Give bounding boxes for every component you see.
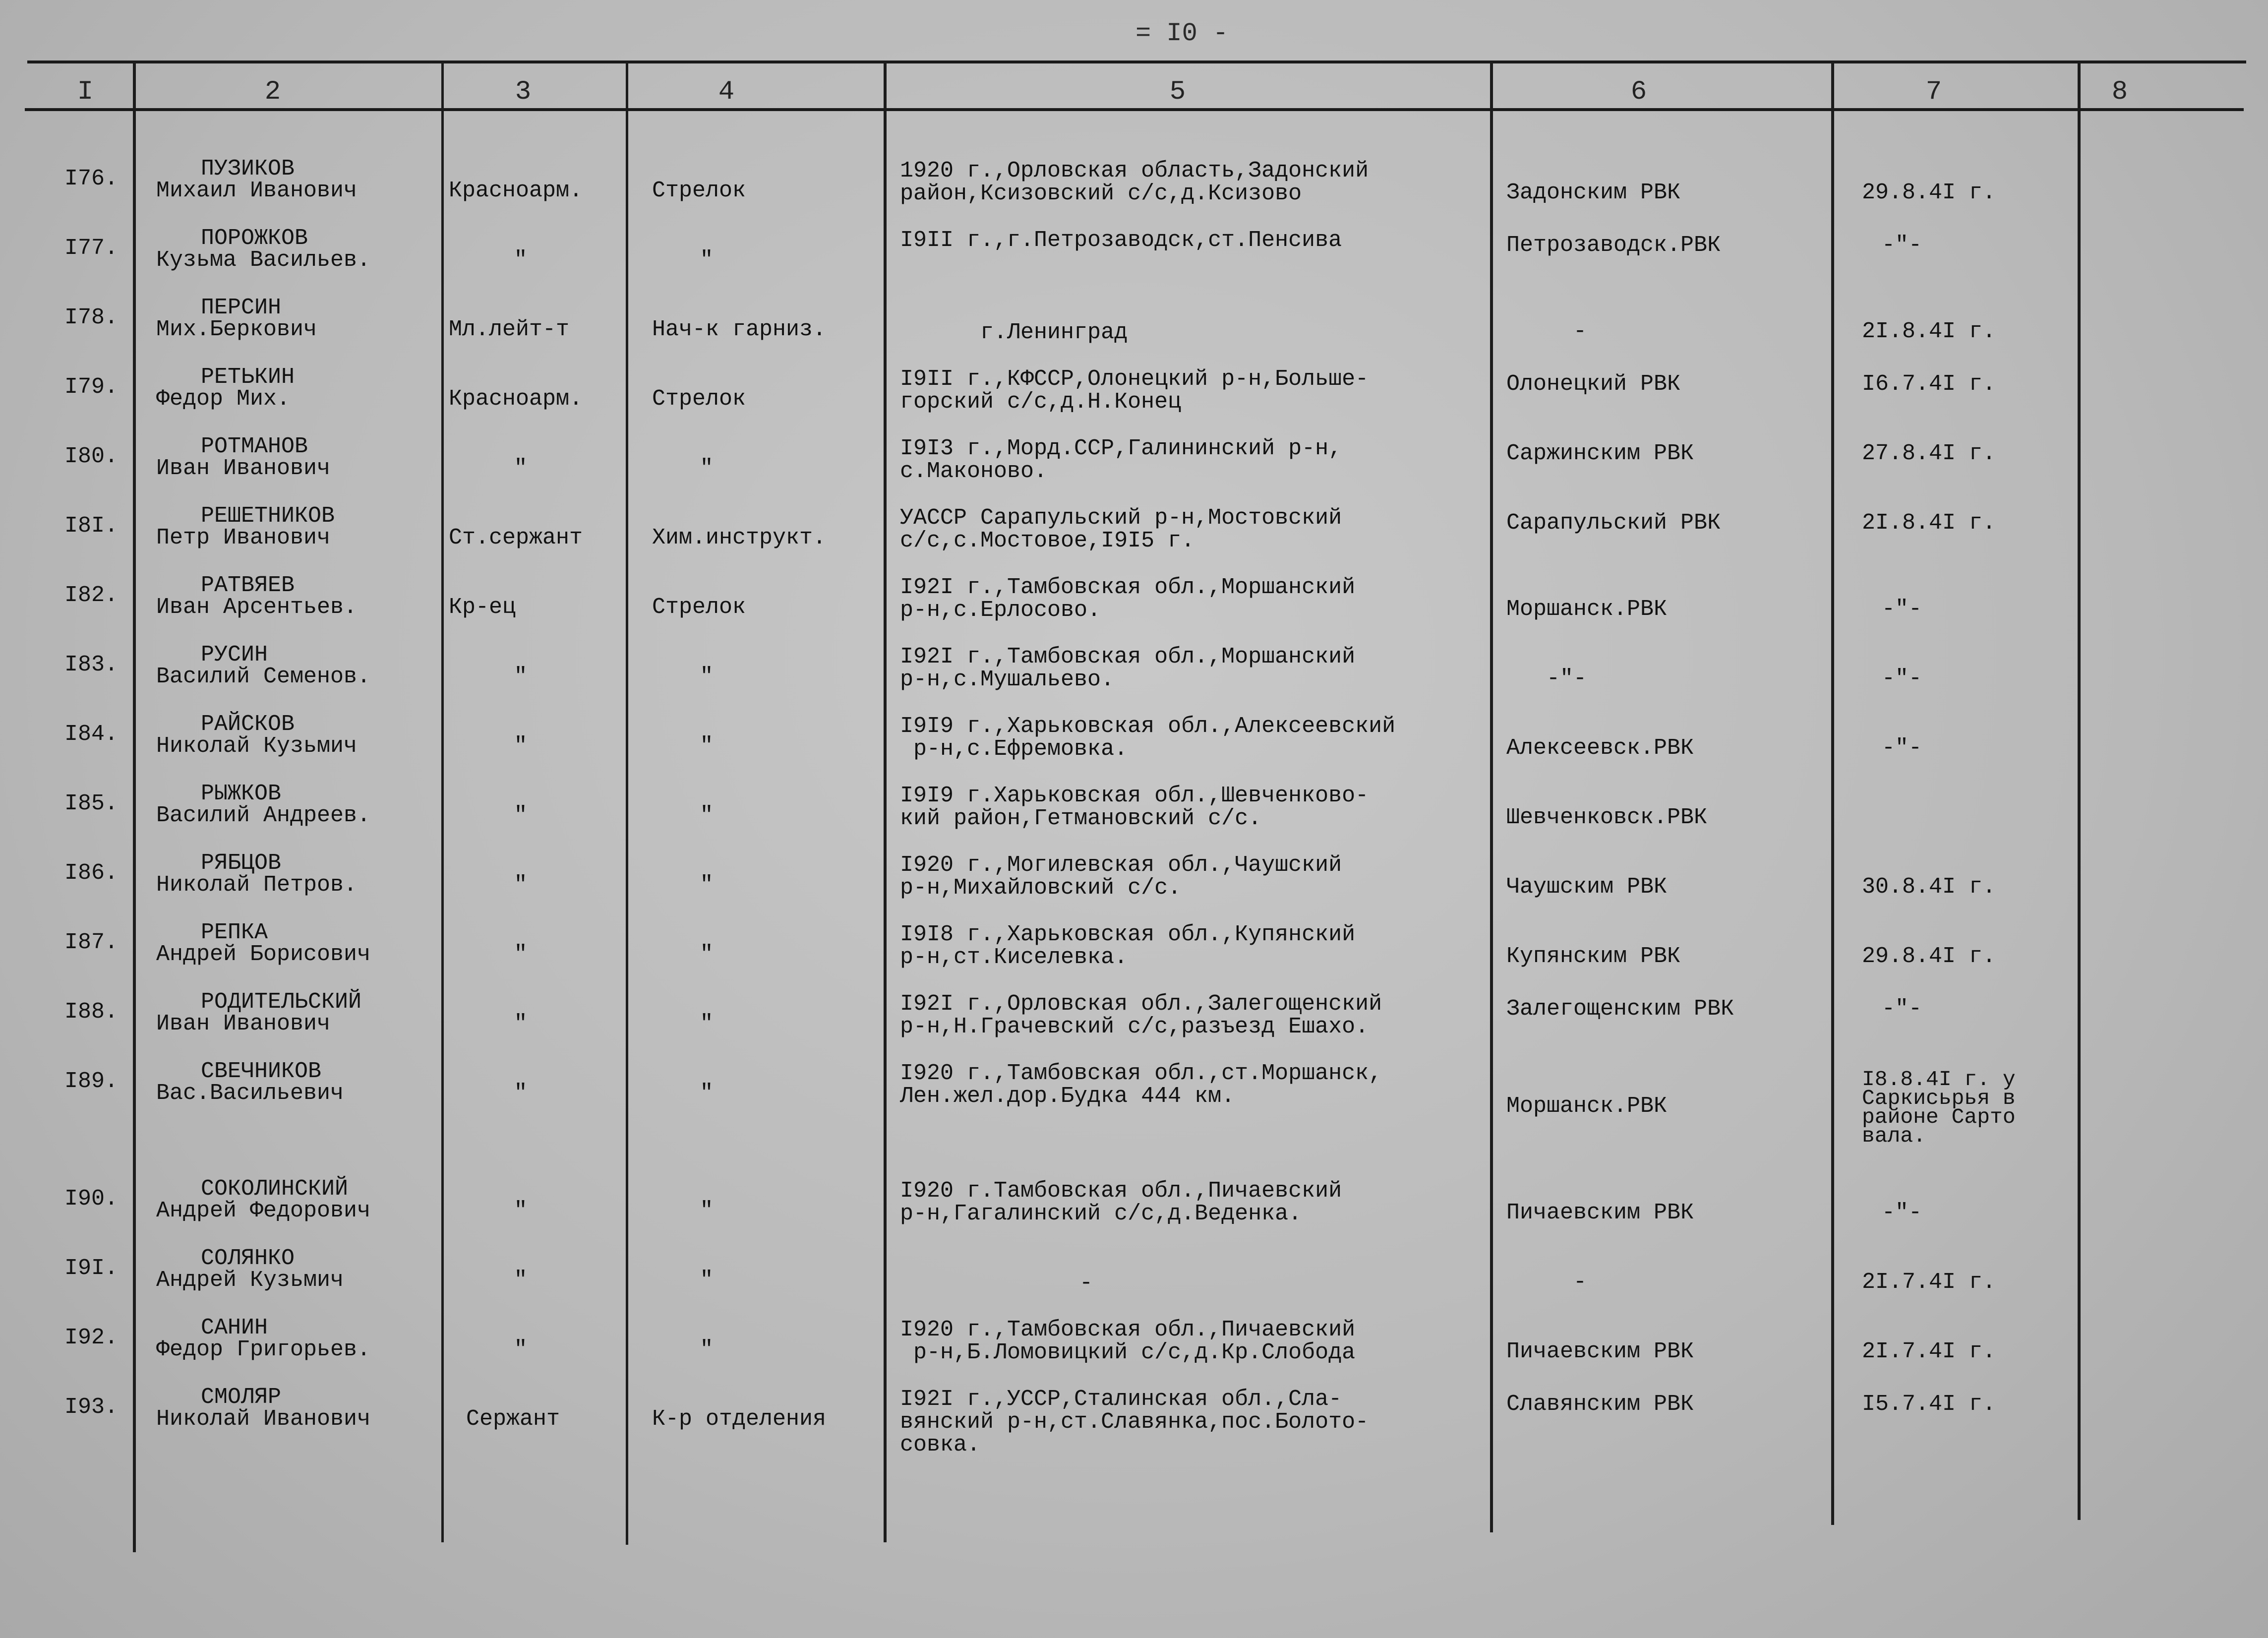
draft-office: Задонским РВК: [1506, 180, 1681, 205]
row-number: I76.: [64, 166, 119, 191]
draft-office: Залегощенским РВК: [1506, 996, 1734, 1022]
row-number: I84.: [64, 722, 119, 747]
birth-info: I920 г.,Могилевская обл.,Чаушский р-н,Михайловский с/с.: [900, 852, 1342, 901]
column-number: 2: [264, 77, 281, 107]
rank: ": [514, 1268, 528, 1293]
birth-info: I9I9 г.,Харьковская обл.,Алексеевский р-н,с.Ефремовка.: [900, 714, 1396, 762]
given-name: Андрей Федорович: [156, 1198, 371, 1223]
surname: ПОРОЖКОВ: [201, 226, 308, 251]
rank: ": [514, 1337, 528, 1362]
date: 30.8.4I г.: [1862, 874, 1996, 900]
table-row: [0, 713, 2268, 783]
draft-office: Саржинским РВК: [1506, 441, 1694, 466]
position: ": [700, 803, 714, 828]
position: Стрелок: [652, 595, 746, 620]
given-name: Федор Мих.: [156, 386, 291, 412]
date: I5.7.4I г.: [1862, 1392, 1996, 1417]
rank: Сержант: [466, 1406, 560, 1432]
date: -"-: [1882, 1200, 1922, 1225]
given-name: Николай Петров.: [156, 872, 358, 898]
position: К-р отделения: [652, 1406, 827, 1432]
surname: РАЙСКОВ: [201, 712, 295, 737]
surname: СВЕЧНИКОВ: [201, 1059, 322, 1084]
row-number: I80.: [64, 444, 119, 469]
rank: ": [514, 803, 528, 828]
position: ": [700, 1268, 714, 1293]
surname: РОТМАНОВ: [201, 434, 308, 459]
surname: САНИН: [201, 1315, 268, 1340]
table-row: [0, 435, 2268, 505]
draft-office: -"-: [1506, 666, 1587, 691]
header-bottom-rule: [25, 108, 2244, 111]
draft-office: Шевченковск.РВК: [1506, 805, 1708, 830]
table-row: [0, 921, 2268, 991]
row-number: I93.: [64, 1395, 119, 1420]
birth-info: I92I г.,Тамбовская обл.,Моршанский р-н,с.Мушальево.: [900, 644, 1356, 692]
table-row: [0, 505, 2268, 574]
rank: Красноарм.: [449, 386, 583, 412]
position: ": [700, 872, 714, 898]
birth-info: I920 г.,Тамбовская обл.,Пичаевский р-н,Б.Ломовицкий с/с,д.Кр.Слобода: [900, 1317, 1356, 1365]
table-row: [0, 366, 2268, 435]
given-name: Николай Иванович: [156, 1406, 371, 1432]
position: ": [700, 1337, 714, 1362]
table-row: [0, 1247, 2268, 1317]
surname: СМОЛЯР: [201, 1385, 282, 1410]
given-name: Иван Арсентьев.: [156, 595, 358, 620]
row-number: I92.: [64, 1325, 119, 1350]
given-name: Иван Иванович: [156, 1011, 331, 1036]
draft-office: Петрозаводск.РВК: [1506, 233, 1721, 258]
given-name: Андрей Борисович: [156, 942, 371, 967]
draft-office: -: [1506, 1270, 1587, 1295]
surname: СОЛЯНКО: [201, 1246, 295, 1271]
table-row: [0, 158, 2268, 227]
date: -"-: [1882, 666, 1922, 691]
position: Стрелок: [652, 386, 746, 412]
birth-info: I9II г.,г.Петрозаводск,ст.Пенсива: [900, 228, 1342, 253]
column-number: 3: [515, 77, 532, 107]
table-top-rule: [27, 61, 2246, 63]
date: 2I.7.4I г.: [1862, 1270, 1996, 1295]
birth-info: I9I3 г.,Морд.ССР,Галининский р-н, с.Маконово.: [900, 436, 1342, 484]
birth-info: г.Ленинград: [980, 320, 1128, 345]
row-number: I78.: [64, 305, 119, 330]
page-number: = I0 -: [1135, 19, 1229, 48]
surname: РЯБЦОВ: [201, 850, 282, 876]
draft-office: Чаушским РВК: [1506, 874, 1668, 900]
surname: РОДИТЕЛЬСКИЙ: [201, 989, 362, 1015]
column-number: 6: [1630, 77, 1647, 107]
date: 27.8.4I г.: [1862, 441, 1996, 466]
row-number: I9I.: [64, 1256, 119, 1281]
position: ": [700, 1198, 714, 1223]
given-name: Василий Семенов.: [156, 664, 371, 689]
table-row: [0, 783, 2268, 852]
row-number: I77.: [64, 236, 119, 261]
rank: ": [514, 1011, 528, 1036]
surname: РЫЖКОВ: [201, 781, 282, 806]
given-name: Иван Иванович: [156, 456, 331, 481]
given-name: Федор Григорьев.: [156, 1337, 371, 1362]
position: ": [700, 1081, 714, 1106]
draft-office: Пичаевским РВК: [1506, 1200, 1694, 1225]
surname: РУСИН: [201, 642, 268, 667]
draft-office: Моршанск.РВК: [1506, 597, 1668, 622]
date: 2I.8.4I г.: [1862, 510, 1996, 536]
table-row: [0, 297, 2268, 366]
draft-office: Купянским РВК: [1506, 944, 1681, 969]
column-number: 4: [718, 77, 735, 107]
row-number: I79.: [64, 374, 119, 400]
birth-info: I9II г.,КФССР,Олонецкий р-н,Больше- горский с/с,д.Н.Конец: [900, 366, 1369, 415]
column-number: 8: [2111, 77, 2128, 107]
surname: РЕПКА: [201, 920, 268, 945]
rank: ": [514, 456, 528, 481]
date: 29.8.4I г.: [1862, 180, 1996, 205]
given-name: Мих.Беркович: [156, 317, 317, 342]
birth-info: I920 г.Тамбовская обл.,Пичаевский р-н,Гагалинский с/с,д.Веденка.: [900, 1178, 1342, 1226]
surname: РЕТЬКИН: [201, 364, 295, 390]
given-name: Петр Иванович: [156, 525, 331, 550]
surname: РАТВЯЕВ: [201, 573, 295, 598]
table-row: [0, 1059, 2268, 1148]
rank: ": [514, 942, 528, 967]
draft-office: Алексеевск.РВК: [1506, 735, 1694, 761]
given-name: Вас.Васильевич: [156, 1081, 344, 1106]
row-number: I85.: [64, 791, 119, 816]
column-number: 7: [1925, 77, 1942, 107]
table-row: [0, 1317, 2268, 1386]
birth-info: I9I9 г.Харьковская обл.,Шевченково- кий район,Гетмановский с/с.: [900, 783, 1369, 831]
table-row: [0, 1386, 2268, 1456]
given-name: Михаил Иванович: [156, 178, 358, 203]
draft-office: Сарапульский РВК: [1506, 510, 1721, 536]
given-name: Кузьма Васильев.: [156, 247, 371, 273]
draft-office: Олонецкий РВК: [1506, 371, 1681, 397]
birth-info: I9I8 г.,Харьковская обл.,Купянский р-н,ст.Киселевка.: [900, 922, 1356, 970]
position: Нач-к гарниз.: [652, 317, 827, 342]
rank: ": [514, 247, 528, 273]
birth-info: УАССР Сарапульский р-н,Мостовский с/с,с.Мостовое,I9I5 г.: [900, 505, 1342, 553]
birth-info: I92I г.,УССР,Сталинская обл.,Сла- вянский р-н,ст.Славянка,пос.Болото- совка.: [900, 1387, 1369, 1457]
table-row: [0, 852, 2268, 921]
rank: ": [514, 872, 528, 898]
surname: СОКОЛИНСКИЙ: [201, 1176, 349, 1202]
draft-office: Моршанск.РВК: [1506, 1093, 1668, 1119]
rank: Ст.сержант: [449, 525, 583, 550]
table-row: [0, 227, 2268, 297]
given-name: Василий Андреев.: [156, 803, 371, 828]
date: I8.8.4I г. у Саркисьрья в районе Сарто вала.: [1862, 1067, 2016, 1148]
column-number: 5: [1169, 77, 1186, 107]
date: -"-: [1882, 996, 1922, 1022]
rank: ": [514, 1081, 528, 1106]
rank: Мл.лейт-т: [449, 317, 570, 342]
table-row: [0, 1178, 2268, 1247]
draft-office: Славянским РВК: [1506, 1392, 1694, 1417]
row-number: I86.: [64, 860, 119, 886]
surname: РЕШЕТНИКОВ: [201, 503, 335, 529]
draft-office: -: [1506, 319, 1587, 344]
row-number: I88.: [64, 999, 119, 1025]
row-number: I90.: [64, 1186, 119, 1212]
date: -"-: [1882, 233, 1922, 258]
position: ": [700, 247, 714, 273]
given-name: Николай Кузьмич: [156, 733, 358, 759]
surname: ПЕРСИН: [201, 295, 282, 320]
row-number: I87.: [64, 930, 119, 955]
date: -"-: [1882, 735, 1922, 761]
position: Хим.инструкт.: [652, 525, 827, 550]
row-number: I8I.: [64, 513, 119, 539]
table-row: [0, 991, 2268, 1060]
position: ": [700, 942, 714, 967]
date: 2I.7.4I г.: [1862, 1339, 1996, 1364]
rank: ": [514, 1198, 528, 1223]
given-name: Андрей Кузьмич: [156, 1268, 344, 1293]
rank: ": [514, 664, 528, 689]
date: 29.8.4I г.: [1862, 944, 1996, 969]
rank: Кр-ец: [449, 595, 516, 620]
surname: ПУЗИКОВ: [201, 156, 295, 182]
row-number: I83.: [64, 652, 119, 677]
date: 2I.8.4I г.: [1862, 319, 1996, 344]
birth-info: I92I г.,Тамбовская обл.,Моршанский р-н,с.Ерлосово.: [900, 575, 1356, 623]
draft-office: Пичаевским РВК: [1506, 1339, 1694, 1364]
rank: Красноарм.: [449, 178, 583, 203]
birth-info: I920 г.,Тамбовская обл.,ст.Моршанск, Лен.жел.дор.Будка 444 км.: [900, 1061, 1382, 1109]
date: I6.7.4I г.: [1862, 371, 1996, 397]
column-number: I: [77, 77, 94, 107]
row-number: I89.: [64, 1069, 119, 1094]
birth-info: 1920 г.,Орловская область,Задонский район,Ксизовский с/с,д.Ксизово: [900, 158, 1369, 206]
table-row: [0, 644, 2268, 713]
position: ": [700, 456, 714, 481]
position: ": [700, 1011, 714, 1036]
birth-info: -: [1079, 1271, 1093, 1296]
row-number: I82.: [64, 583, 119, 608]
table-row: [0, 574, 2268, 644]
position: Стрелок: [652, 178, 746, 203]
rank: ": [514, 733, 528, 759]
birth-info: I92I г.,Орловская обл.,Залегощенский р-н,Н.Грачевский с/с,разъезд Ешахо.: [900, 991, 1382, 1039]
position: ": [700, 733, 714, 759]
date: -"-: [1882, 597, 1922, 622]
position: ": [700, 664, 714, 689]
